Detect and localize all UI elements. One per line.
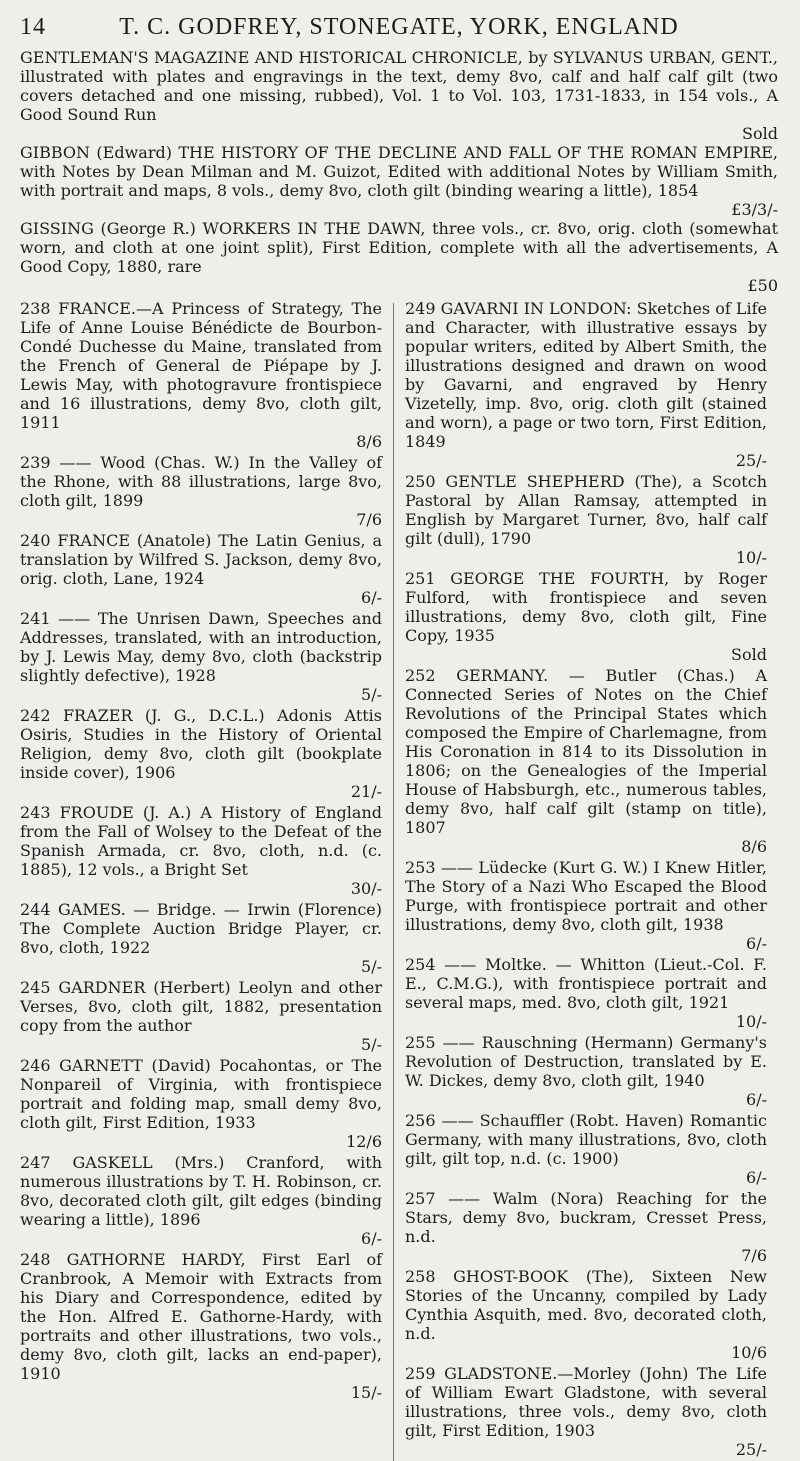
entry-description: 252 GERMANY. — Butler (Chas.) A Connected Series of Notes on the Chief Revolutions of the Principal States which composed the Empire of Charlemagne, from His Coronation in 814 to its Dissolution in 1806; on the Genealogies of the Imperial House of Habsburgh, etc., numerous tables, demy 8vo, half calf gilt (stamp on title), 1807 xyxy=(405,666,767,837)
entry-description: 247 GASKELL (Mrs.) Cranford, with numerous illustrations by T. H. Robinson, cr. 8vo, decorated cloth gilt, gilt edges (binding wearing a little), 1896 xyxy=(20,1153,382,1229)
entry-price: 15/- xyxy=(350,1383,382,1402)
entry-price: 7/6 xyxy=(741,1246,767,1265)
entry-price: 7/6 xyxy=(356,510,382,529)
entry-price: 8/6 xyxy=(741,837,767,856)
entry-description: 256 —— Schauffler (Robt. Haven) Romantic Germany, with many illustrations, 8vo, cloth gilt, gilt top, n.d. (c. 1900) xyxy=(405,1111,767,1168)
catalogue-entry-242 xyxy=(20,706,382,801)
catalogue-entry-257 xyxy=(405,1189,767,1265)
entry-price: 25/- xyxy=(735,1440,767,1459)
entry-description: 239 —— Wood (Chas. W.) In the Valley of the Rhone, with 88 illustrations, large 8vo, cloth gilt, 1899 xyxy=(20,453,382,510)
catalogue-entry-241 xyxy=(20,609,382,704)
entry-price: 5/- xyxy=(361,685,382,704)
entry-description: GENTLEMAN'S MAGAZINE AND HISTORICAL CHRONICLE, by SYLVANUS URBAN, GENT., illustrated with plates and engravings in the text, demy 8vo, calf and half calf gilt (two covers detached and one missing, rubbed), Vol. 1 to Vol. 103, 1731-1833, in 154 vols., A Good Sound Run xyxy=(20,48,778,124)
entry-description: 259 GLADSTONE.—Morley (John) The Life of William Ewart Gladstone, with several illustrations, three vols., demy 8vo, cloth gilt, First Edition, 1903 xyxy=(405,1364,767,1440)
entry-price: Sold xyxy=(742,124,778,143)
catalogue-entry-252 xyxy=(405,666,767,856)
entry-description: 250 GENTLE SHEPHERD (The), a Scotch Pastoral by Allan Ramsay, attempted in English by Margaret Turner, 8vo, half calf gilt (dull), 1790 xyxy=(405,472,767,548)
catalogue-entry-250 xyxy=(405,472,767,567)
entry-price: 8/6 xyxy=(356,432,382,451)
catalogue-entry-244 xyxy=(20,900,382,976)
catalogue-entry-246 xyxy=(20,1056,382,1151)
catalogue-entry-240 xyxy=(20,531,382,607)
entry-price: 25/- xyxy=(735,451,767,470)
column-divider xyxy=(393,303,394,1461)
entry-description: GIBBON (Edward) THE HISTORY OF THE DECLINE AND FALL OF THE ROMAN EMPIRE, with Notes by Dean Milman and M. Guizot, Edited with additional Notes by William Smith, with portrait and maps, 8 vols., demy 8vo, cloth gilt (binding wearing a little), 1854 xyxy=(20,143,778,200)
catalogue-entry-254 xyxy=(405,955,767,1031)
entry-price: 10/- xyxy=(735,1012,767,1031)
catalogue-entry-259 xyxy=(405,1364,767,1459)
running-title: T. C. GODFREY, STONEGATE, YORK, ENGLAND xyxy=(119,14,679,40)
entry-price: 10/6 xyxy=(731,1343,767,1362)
catalogue-entry-253 xyxy=(405,858,767,953)
entry-price: 30/- xyxy=(350,879,382,898)
catalogue-entry-258 xyxy=(405,1267,767,1362)
right-column xyxy=(405,299,767,1461)
entry-description: 243 FROUDE (J. A.) A History of England from the Fall of Wolsey to the Defeat of the Spanish Armada, cr. 8vo, cloth, n.d. (c. 1885), 12 vols., a Bright Set xyxy=(20,803,382,879)
entry-price: Sold xyxy=(731,645,767,664)
catalogue-entry-247 xyxy=(20,1153,382,1248)
entry-price: £3/3/- xyxy=(731,200,778,219)
entry-description: 248 GATHORNE HARDY, First Earl of Cranbrook, A Memoir with Extracts from his Diary and Correspondence, edited by the Hon. Alfred E. Gathorne-Hardy, with portraits and other illustrations, two vols., demy 8vo, cloth gilt, lacks an end-paper), 1910 xyxy=(20,1250,382,1383)
catalogue-entry-243 xyxy=(20,803,382,898)
entry-description: 245 GARDNER (Herbert) Leolyn and other Verses, 8vo, cloth gilt, 1882, presentation copy from the author xyxy=(20,978,382,1035)
catalogue-entry-256 xyxy=(405,1111,767,1187)
entry-gibbon xyxy=(20,143,778,219)
catalogue-entry-255 xyxy=(405,1033,767,1109)
two-column-listing xyxy=(20,299,778,1461)
entry-price: 5/- xyxy=(361,1035,382,1054)
entry-price: 6/- xyxy=(361,1229,382,1248)
entry-description: GISSING (George R.) WORKERS IN THE DAWN, three vols., cr. 8vo, orig. cloth (somewhat worn, and cloth at one joint split), First Edition, complete with all the advertisements, A Good Copy, 1880, rare xyxy=(20,219,778,276)
catalogue-entry-238 xyxy=(20,299,382,451)
entry-gissing xyxy=(20,219,778,295)
entry-description: 251 GEORGE THE FOURTH, by Roger Fulford, with frontispiece and seven illustrations, demy 8vo, cloth gilt, Fine Copy, 1935 xyxy=(405,569,767,645)
entry-description: 242 FRAZER (J. G., D.C.L.) Adonis Attis Osiris, Studies in the History of Oriental Religion, demy 8vo, cloth gilt (bookplate inside cover), 1906 xyxy=(20,706,382,782)
entry-price: 6/- xyxy=(361,588,382,607)
entry-description: 257 —— Walm (Nora) Reaching for the Stars, demy 8vo, buckram, Cresset Press, n.d. xyxy=(405,1189,767,1246)
entry-price: 5/- xyxy=(361,957,382,976)
catalogue-entry-248 xyxy=(20,1250,382,1402)
entry-gentlemans-magazine xyxy=(20,48,778,143)
entry-price: 10/- xyxy=(735,548,767,567)
entry-description: 255 —— Rauschning (Hermann) Germany's Revolution of Destruction, translated by E. W. Dickes, demy 8vo, cloth gilt, 1940 xyxy=(405,1033,767,1090)
entry-description: 238 FRANCE.—A Princess of Strategy, The Life of Anne Louise Bénédicte de Bourbon-Condé Duchesse du Maine, translated from the French of General de Piépape by J. Lewis May, with photogravure frontispiece and 16 illustrations, demy 8vo, cloth gilt, 1911 xyxy=(20,299,382,432)
entry-price: 6/- xyxy=(746,1090,767,1109)
entry-description: 258 GHOST-BOOK (The), Sixteen New Stories of the Uncanny, compiled by Lady Cynthia Asquith, med. 8vo, decorated cloth, n.d. xyxy=(405,1267,767,1343)
entry-description: 240 FRANCE (Anatole) The Latin Genius, a translation by Wilfred S. Jackson, demy 8vo, orig. cloth, Lane, 1924 xyxy=(20,531,382,588)
entry-description: 244 GAMES. — Bridge. — Irwin (Florence) The Complete Auction Bridge Player, cr. 8vo, cloth, 1922 xyxy=(20,900,382,957)
entry-description: 246 GARNETT (David) Pocahontas, or The Nonpareil of Virginia, with frontispiece portrait and folding map, small demy 8vo, cloth gilt, First Edition, 1933 xyxy=(20,1056,382,1132)
catalogue-entry-239 xyxy=(20,453,382,529)
entry-price: 6/- xyxy=(746,934,767,953)
catalogue-entry-251 xyxy=(405,569,767,664)
page-number: 14 xyxy=(20,14,46,40)
entry-description: 254 —— Moltke. — Whitton (Lieut.-Col. F. E., C.M.G.), with frontispiece portrait and several maps, med. 8vo, cloth gilt, 1921 xyxy=(405,955,767,1012)
catalogue-entry-249 xyxy=(405,299,767,470)
entry-price: 21/- xyxy=(350,782,382,801)
left-column xyxy=(20,299,382,1461)
catalogue-entry-245 xyxy=(20,978,382,1054)
entry-description: 249 GAVARNI IN LONDON: Sketches of Life and Character, with illustrative essays by popular writers, edited by Albert Smith, the illustrations designed and drawn on wood by Gavarni, and engraved by Henry Vizetelly, imp. 8vo, orig. cloth gilt (stained and worn), a page or two torn, First Edition, 1849 xyxy=(405,299,767,451)
entry-price: £50 xyxy=(747,276,778,295)
entry-price: 6/- xyxy=(746,1168,767,1187)
entry-description: 241 —— The Unrisen Dawn, Speeches and Addresses, translated, with an introduction, by J. Lewis May, demy 8vo, cloth (backstrip slightly defective), 1928 xyxy=(20,609,382,685)
entry-price: 12/6 xyxy=(346,1132,382,1151)
entry-description: 253 —— Lüdecke (Kurt G. W.) I Knew Hitler, The Story of a Nazi Who Escaped the Blood Purge, with frontispiece portrait and other illustrations, demy 8vo, cloth gilt, 1938 xyxy=(405,858,767,934)
page-header xyxy=(20,14,778,48)
